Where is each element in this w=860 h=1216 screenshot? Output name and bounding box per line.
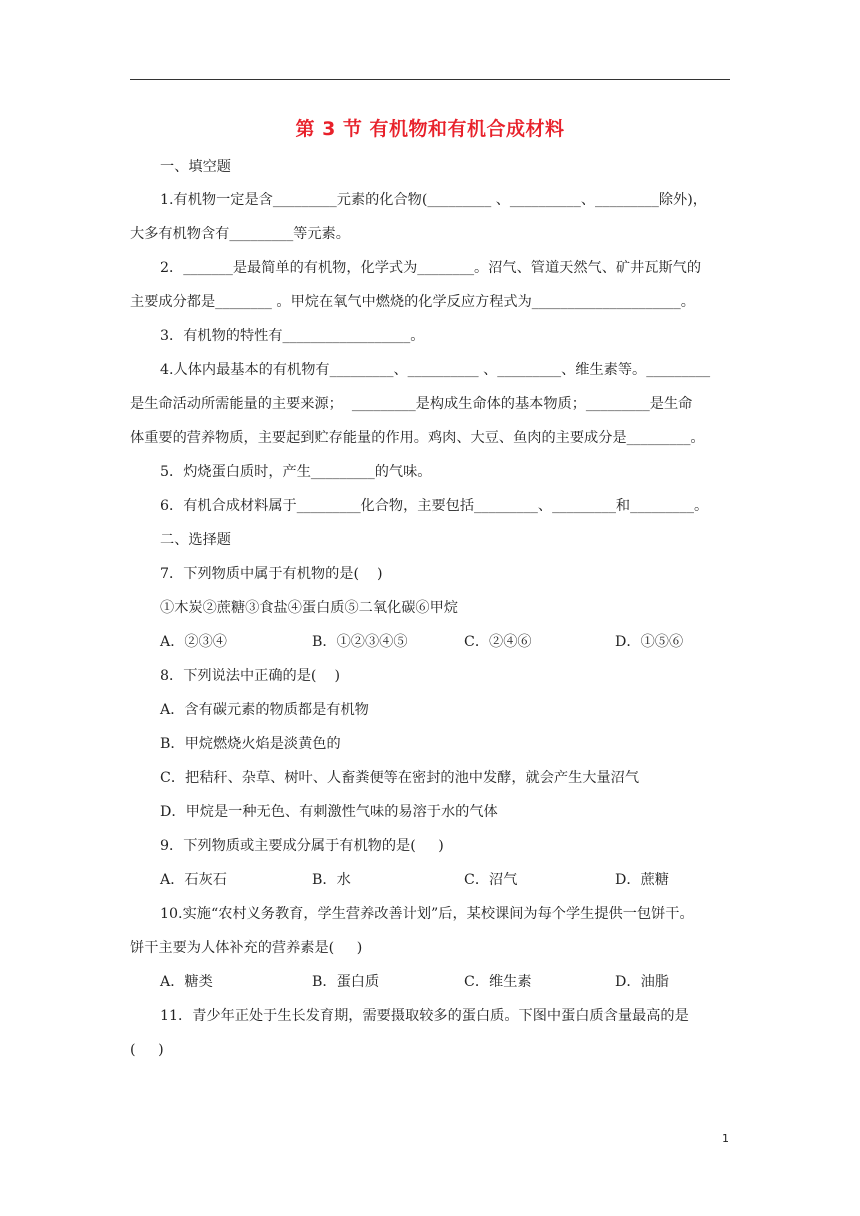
option-c: C．②④⑥ — [464, 634, 532, 650]
q4-line-2: 是生命活动所需能量的主要来源； _________是构成生命体的基本物质；_________是生命 — [130, 396, 693, 412]
section-heading-fill-in: 一、填空题 — [160, 159, 231, 175]
option-a: A．②③④ — [160, 634, 227, 650]
option-c: C．维生素 — [464, 974, 532, 990]
header-rule — [130, 79, 730, 80]
page-number: 1 — [722, 1132, 729, 1145]
page-title: 第 3 节 有机物和有机合成材料 — [295, 118, 565, 140]
q9-stem: 9．下列物质或主要成分属于有机物的是( ) — [160, 838, 444, 854]
q1-line-2: 大多有机物含有_________等元素。 — [130, 226, 350, 242]
option-d: D．①⑤⑥ — [615, 634, 684, 650]
q7-stem: 7．下列物质中属于有机物的是( ) — [160, 566, 383, 582]
q8-stem: 8．下列说法中正确的是( ) — [160, 668, 341, 684]
q4-line-3: 体重要的营养物质，主要起到贮存能量的作用。鸡肉、大豆、鱼肉的主要成分是_________。 — [130, 430, 705, 446]
q4-line-1: 4.人体内最基本的有机物有_________、__________ 、_________、维生素等。_________ — [160, 362, 711, 378]
option-c: C．沼气 — [464, 872, 518, 888]
option-b: B．①②③④⑤ — [312, 634, 408, 650]
q8-option-b: B．甲烷燃烧火焰是淡黄色的 — [160, 736, 341, 752]
option-d: D．蔗糖 — [615, 872, 669, 888]
q8-option-a: A．含有碳元素的物质都是有机物 — [160, 702, 369, 718]
option-a: A．糖类 — [160, 974, 213, 990]
option-d: D．油脂 — [615, 974, 669, 990]
q8-option-c: C．把秸秆、杂草、树叶、人畜粪便等在密封的池中发酵，就会产生大量沼气 — [160, 770, 640, 786]
q2-line-1: 2．_______是最简单的有机物，化学式为________。沼气、管道天然气、矿井瓦斯气的 — [160, 260, 702, 276]
q8-option-d: D．甲烷是一种无色、有刺激性气味的易溶于水的气体 — [160, 804, 498, 820]
q10-stem-line-2: 饼干主要为人体补充的营养素是( ) — [130, 940, 363, 956]
section-heading-choice: 二、选择题 — [160, 532, 231, 548]
q10-stem-line-1: 10.实施“农村义务教育，学生营养改善计划”后，某校课间为每个学生提供一包饼干。 — [160, 906, 694, 922]
q11-stem-line-1: 11．青少年正处于生长发育期，需要摄取较多的蛋白质。下图中蛋白质含量最高的是 — [160, 1008, 689, 1024]
q5: 5．灼烧蛋白质时，产生_________的气味。 — [160, 464, 432, 480]
option-b: B．蛋白质 — [312, 974, 380, 990]
q7-sub: ①木炭②蔗糖③食盐④蛋白质⑤二氧化碳⑥甲烷 — [160, 600, 458, 616]
q2-line-2: 主要成分都是________ 。甲烷在氧气中燃烧的化学反应方程式为_____________________。 — [130, 294, 695, 310]
q1-line-1: 1.有机物一定是含_________元素的化合物(_________ 、__________、_________除外)， — [160, 192, 707, 208]
q3: 3．有机物的特性有__________________。 — [160, 328, 425, 344]
q6: 6．有机合成材料属于_________化合物，主要包括_________、_________和_________。 — [160, 498, 709, 514]
q11-stem-line-2: ( ) — [130, 1042, 164, 1058]
option-b: B．水 — [312, 872, 351, 888]
option-a: A．石灰石 — [160, 872, 227, 888]
